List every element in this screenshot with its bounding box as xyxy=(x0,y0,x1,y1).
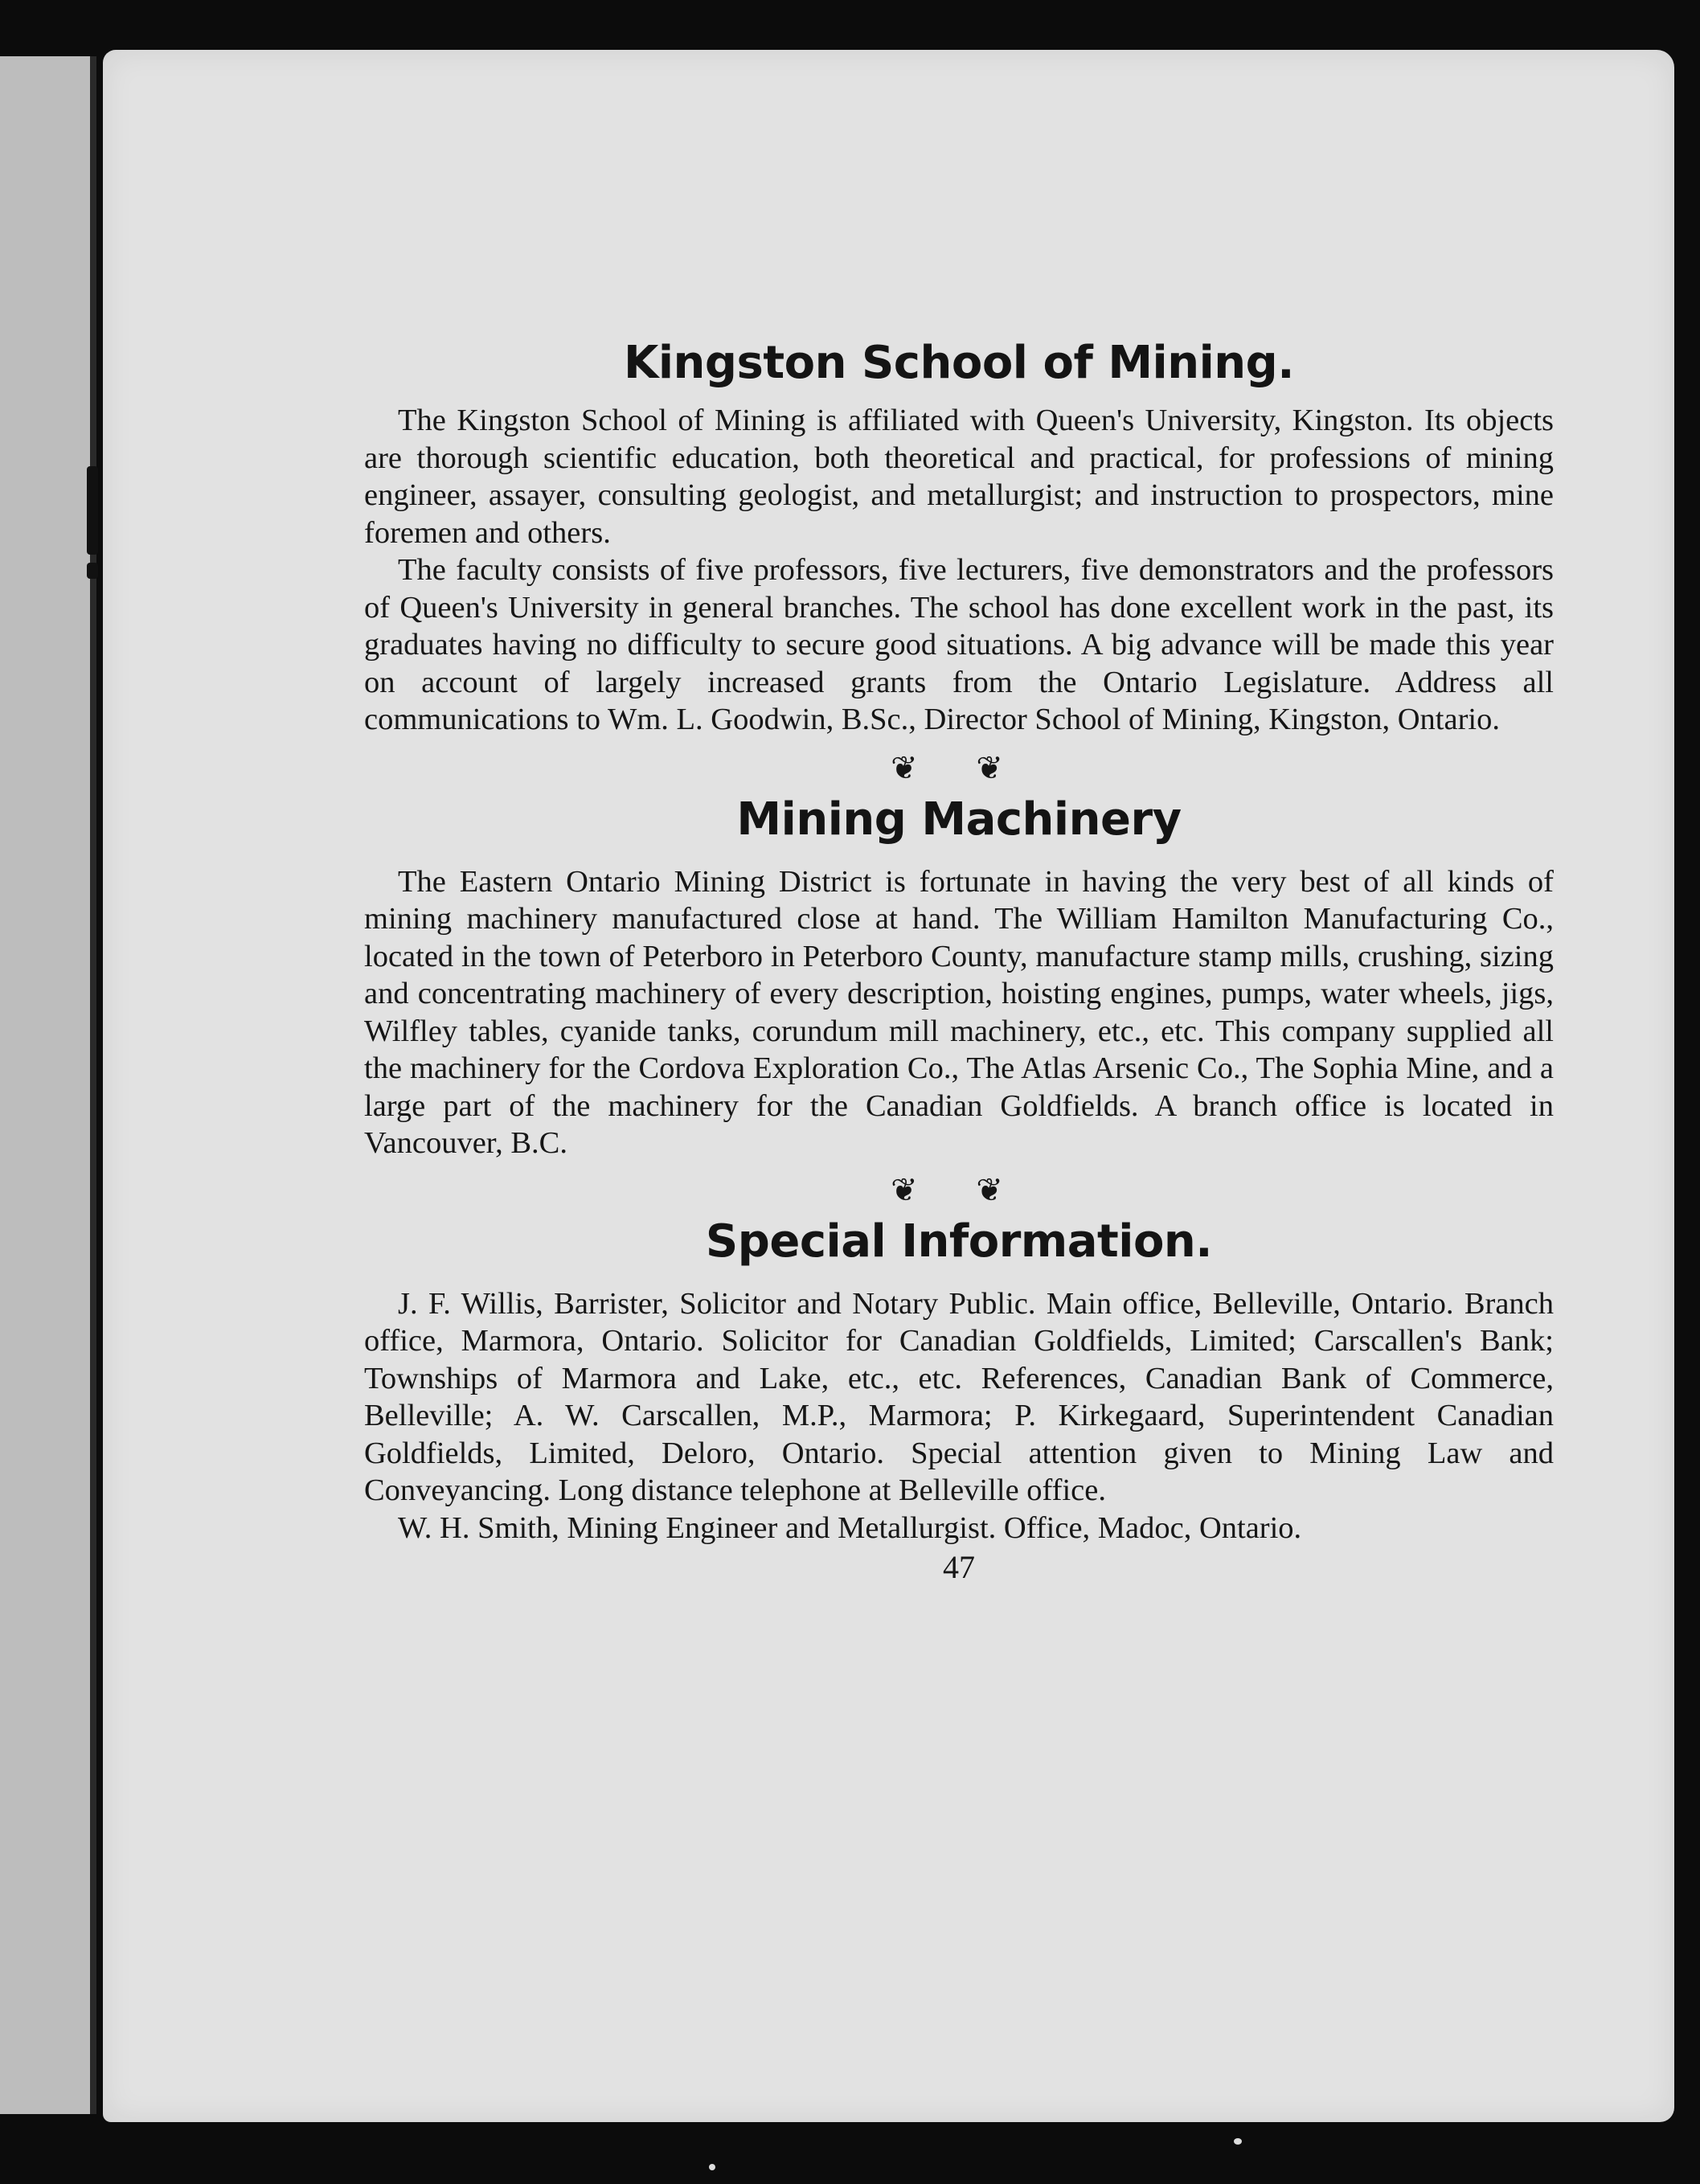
section-heading-special-information: Special Information. xyxy=(705,1215,1213,1268)
section-paragraph: The Kingston School of Mining is affiliated with Queen's University, Kingston. Its objects are thorough scientific education, both theoretical and practical, for professions of mining engineer, assayer, consulting geologist, and metallurgist; and instruction to prospectors, mine foremen and others. xyxy=(364,404,1554,550)
page-content xyxy=(364,287,1554,1586)
binding-mark xyxy=(87,466,98,555)
section-heading-kingston-school: Kingston School of Mining. xyxy=(623,337,1295,389)
book-page xyxy=(103,50,1674,2122)
scan-speck xyxy=(709,2164,715,2170)
facing-page-edge xyxy=(0,56,96,2114)
section-paragraph: W. H. Smith, Mining Engineer and Metallurgist. Office, Madoc, Ontario. xyxy=(398,1510,1302,1545)
binding-gutter xyxy=(90,56,96,2114)
section-paragraph: J. F. Willis, Barrister, Solicitor and Notary Public. Main office, Belleville, Ontario. Branch office, Marmora, Ontario. Solicitor for Canadian Goldfields, Limited; Carscallen's Bank; Townships of Marmora and Lake, etc., etc. References, Canadian Bank of Commerce, Belleville; A. W. Carscallen, M.P., Marmora; P. Kirkegaard, Superintendent Canadian Goldfields, Limited, Deloro, Ontario. Special attention given to Mining Law and Conveyancing. Long distance telephone at Belleville office. xyxy=(364,1286,1554,1507)
section-paragraph: The faculty consists of five professors, five lecturers, five demonstrators and the professors of Queen's University in general branches. The school has done excellent work in the past, its graduates having no difficulty to secure good situations. A big advance will be made this year on account of largely increased grants from the Ontario Legislature. Address all communications to Wm. L. Goodwin, B.Sc., Director School of Mining, Kingston, Ontario. xyxy=(364,553,1554,736)
scan-speck xyxy=(1234,2138,1242,2145)
binding-mark xyxy=(87,563,98,579)
section-heading-mining-machinery: Mining Machinery xyxy=(736,793,1182,846)
section-divider-ornament: ❦ ❦ xyxy=(891,1171,1027,1209)
section-divider-ornament: ❦ ❦ xyxy=(891,749,1027,787)
section-paragraph: The Eastern Ontario Mining District is fortunate in having the very best of all kinds of mining machinery manufactured close at hand. The William Hamilton Manufacturing Co., located in the town of Peterboro in Peterboro County, manufacture stamp mills, crushing, sizing and concentrating machinery of every description, hoisting engines, pumps, water wheels, jigs, Wilfley tables, cyanide tanks, corundum mill machinery, etc., etc. This company supplied all the machinery for the Cordova Exploration Co., The Atlas Arsenic Co., The Sophia Mine, and a large part of the machinery for the Canadian Goldfields. A branch office is located in Vancouver, B.C. xyxy=(364,864,1554,1160)
page-number: 47 xyxy=(943,1549,975,1585)
